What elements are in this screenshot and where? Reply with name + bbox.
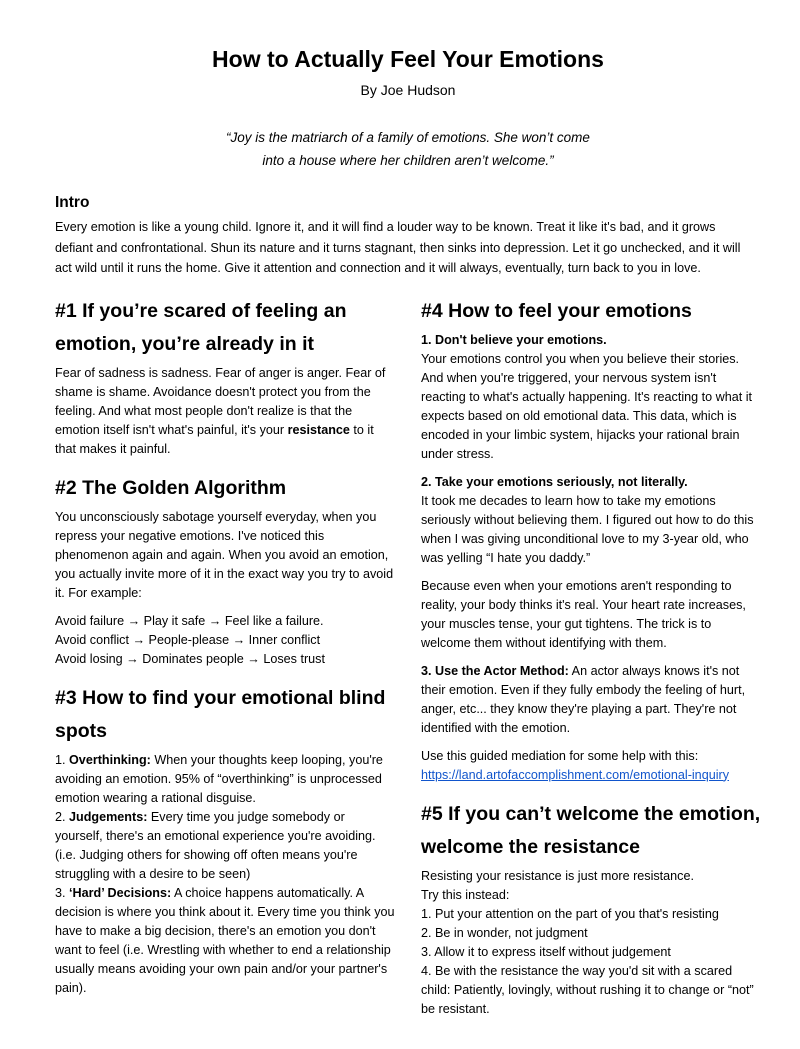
section-4-heading: #4 How to feel your emotions bbox=[421, 299, 692, 322]
meditation-link-block bbox=[421, 747, 761, 785]
step-2-heading: 2. Take your emotions seriously, not literally. bbox=[421, 474, 688, 489]
section-5-intro-line-1: Resisting your resistance is just more resistance. bbox=[421, 868, 694, 883]
step-2-body-2: Because even when your emotions aren't responding to reality, your body thinks it's real. Your heart rate increases, your muscles tense, your gut tightens. The trick is to welcome them without identifying with them. bbox=[421, 578, 746, 650]
byline: By Joe Hudson bbox=[360, 82, 456, 98]
page-title: How to Actually Feel Your Emotions bbox=[212, 46, 604, 72]
intro-heading: Intro bbox=[55, 194, 90, 211]
left-column bbox=[55, 295, 395, 1019]
avoidance-chain-line-1: Avoid failure → Play it safe → Feel like a failure. bbox=[55, 613, 324, 628]
epigraph-quote-line-1: “Joy is the matriarch of a family of emotions. She won’t come bbox=[226, 130, 590, 145]
avoidance-chain-line-3: Avoid losing → Dominates people → Loses trust bbox=[55, 651, 325, 666]
resistance-step-4: 4. Be with the resistance the way you'd sit with a scared child: Patiently, lovingly, without rushing it to change or “not” be resistant. bbox=[421, 963, 754, 1016]
blind-spot-item-judgements: 2. Judgements: Every time you judge somebody or yourself, there's an emotional experience you're avoiding. (i.e. Judging others for showing off often means you're struggling with a desire to be seen) bbox=[55, 809, 376, 881]
blind-spot-item-overthinking: 1. Overthinking: When your thoughts keep looping, you're avoiding an emotion. 95% of “overthinking” is unprocessed emotion wearing a rational disguise. bbox=[55, 752, 383, 805]
section-2-paragraph: You unconsciously sabotage yourself everyday, when you repress your negative emotions. I've noticed this phenomenon again and again. When you avoid an emotion, you actually invite more of it in the exact way you try to avoid it. For example: bbox=[55, 509, 394, 600]
section-3-heading: #3 How to find your emotional blind spots bbox=[55, 686, 386, 742]
resistance-step-2: 2. Be in wonder, not judgment bbox=[421, 925, 588, 940]
step-2-body-1: It took me decades to learn how to take my emotions seriously without believing them. I figured out how to do this when I was giving unconditional love to my 3-year old, who was yelling “I hate you daddy.” bbox=[421, 493, 754, 565]
section-2 bbox=[55, 472, 395, 669]
epigraph-quote-line-2: into a house where her children aren’t welcome.” bbox=[262, 153, 554, 168]
section-5-heading: #5 If you can’t welcome the emotion, welcome the resistance bbox=[421, 802, 761, 858]
section-1-heading: #1 If you’re scared of feeling an emotion, you’re already in it bbox=[55, 299, 347, 355]
two-column-layout bbox=[55, 295, 761, 1019]
step-1-heading: 1. Don't believe your emotions. bbox=[421, 332, 607, 347]
section-2-heading: #2 The Golden Algorithm bbox=[55, 476, 287, 499]
section-1 bbox=[55, 295, 395, 459]
epigraph-quote bbox=[55, 126, 761, 172]
resistance-step-1: 1. Put your attention on the part of you that's resisting bbox=[421, 906, 719, 921]
right-column bbox=[421, 295, 761, 1019]
section-4 bbox=[421, 295, 761, 785]
avoidance-chain-line-2: Avoid conflict → People-please → Inner conflict bbox=[55, 632, 321, 647]
section-1-body: Fear of sadness is sadness. Fear of anger is anger. Fear of shame is shame. Avoidance doesn't protect you from the feeling. And what most people don't realize is that the emotion itself isn't what's painful, it's your resistance to it that makes it painful. bbox=[55, 365, 386, 456]
section-3 bbox=[55, 682, 395, 998]
section-5 bbox=[421, 798, 761, 1019]
meditation-link[interactable]: https://land.artofaccomplishment.com/emotional-inquiry bbox=[421, 767, 729, 782]
step-3-body: 3. Use the Actor Method: An actor always knows it's not their emotion. Even if they fully embody the feeling of hurt, anger, etc... they know they're playing a part. They're not identified with the emotion. bbox=[421, 663, 746, 735]
intro-paragraph: Every emotion is like a young child. Ignore it, and it will find a louder way to be known. Treat it like it's bad, and it grows defiant and confrontational. Shun its nature and it turns stagnant, then sinks into depression. Let it go unchecked, and it will act wild until it runs the home. Give it attention and connection and it will always, eventually, turn back to you in love. bbox=[55, 220, 741, 275]
blind-spot-item-hard-decisions: 3. ‘Hard’ Decisions: A choice happens automatically. A decision is where you think about it. Every time you think you have to make a big decision, there's an emotion you don't want to feel (i.e. Wrestling with whether to end a relationship usually means avoiding your own pain and/or your partner's pain). bbox=[55, 885, 395, 995]
step-1-body: Your emotions control you when you believe their stories. And when you're triggered, your nervous system isn't reacting to what's actually happening. It's reacting to what it expects based on old emotional data. This data, which is encoded in your limbic system, hijacks your rational brain under stress. bbox=[421, 351, 753, 461]
resistance-step-3: 3. Allow it to express itself without judgement bbox=[421, 944, 671, 959]
meditation-link-intro: Use this guided mediation for some help with this: bbox=[421, 748, 699, 763]
avoidance-chain-list bbox=[55, 612, 395, 669]
section-5-intro-line-2: Try this instead: bbox=[421, 887, 510, 902]
